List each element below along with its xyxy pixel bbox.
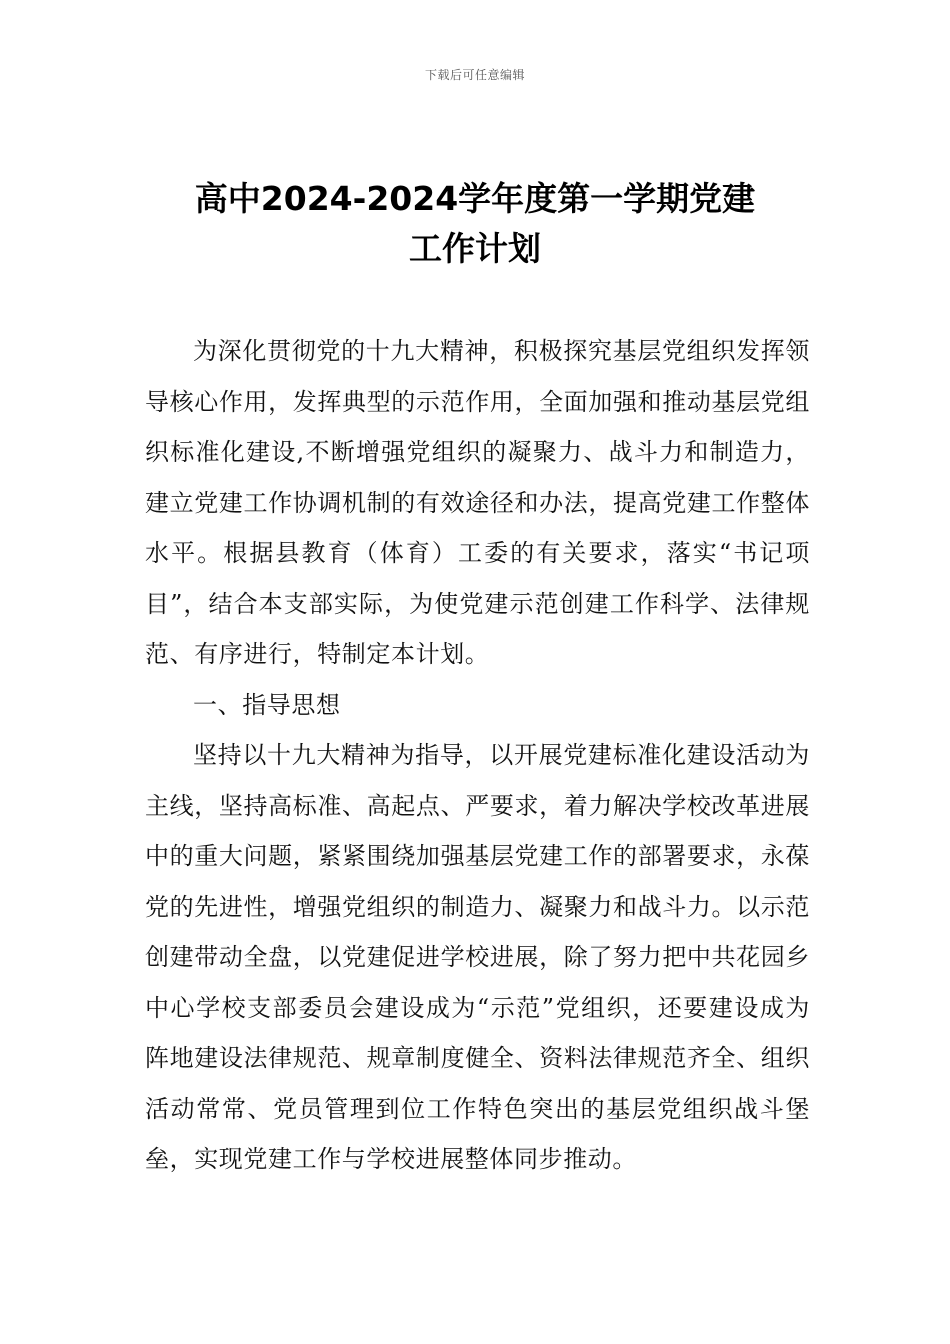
document-title bbox=[0, 174, 950, 274]
document-title-line-2: 工作计划 bbox=[409, 229, 541, 268]
document-title-line-1: 高中2024-2024学年度第一学期党建 bbox=[194, 179, 756, 218]
section-paragraph-guiding-ideology: 坚持以十九大精神为指导，以开展党建标准化建设活动为主线，坚持高标准、高起点、严要求，着力解决学校改革进展中的重大问题，紧紧围绕加强基层党建工作的部署要求，永葆党的先进性，增强党组织的制造力、凝聚力和战斗力。以示范创建带动全盘，以党建促进学校进展，除了努力把中共花园乡中心学校支部委员会建设成为“示范”党组织，还要建设成为阵地建设法律规范、规章制度健全、资料法律规范齐全、组织活动常常、党员管理到位工作特色突出的基层党组织战斗堡垒，实现党建工作与学校进展整体同步推动。 bbox=[145, 741, 810, 1173]
document-body bbox=[145, 326, 810, 1185]
intro-paragraph: 为深化贯彻党的十九大精神，积极探究基层党组织发挥领导核心作用，发挥典型的示范作用，全面加强和推动基层党组织标准化建设,不断增强党组织的凝聚力、战斗力和制造力，建立党建工作协调机制的有效途径和办法，提高党建工作整体水平。根据县教育（体育）工委的有关要求，落实“书记项目”，结合本支部实际，为使党建示范创建工作科学、法律规范、有序进行，特制定本计划。 bbox=[145, 337, 810, 668]
section-heading-guiding-ideology: 一、指导思想 bbox=[193, 690, 341, 719]
page-header-note: 下载后可任意编辑 bbox=[424, 68, 525, 82]
